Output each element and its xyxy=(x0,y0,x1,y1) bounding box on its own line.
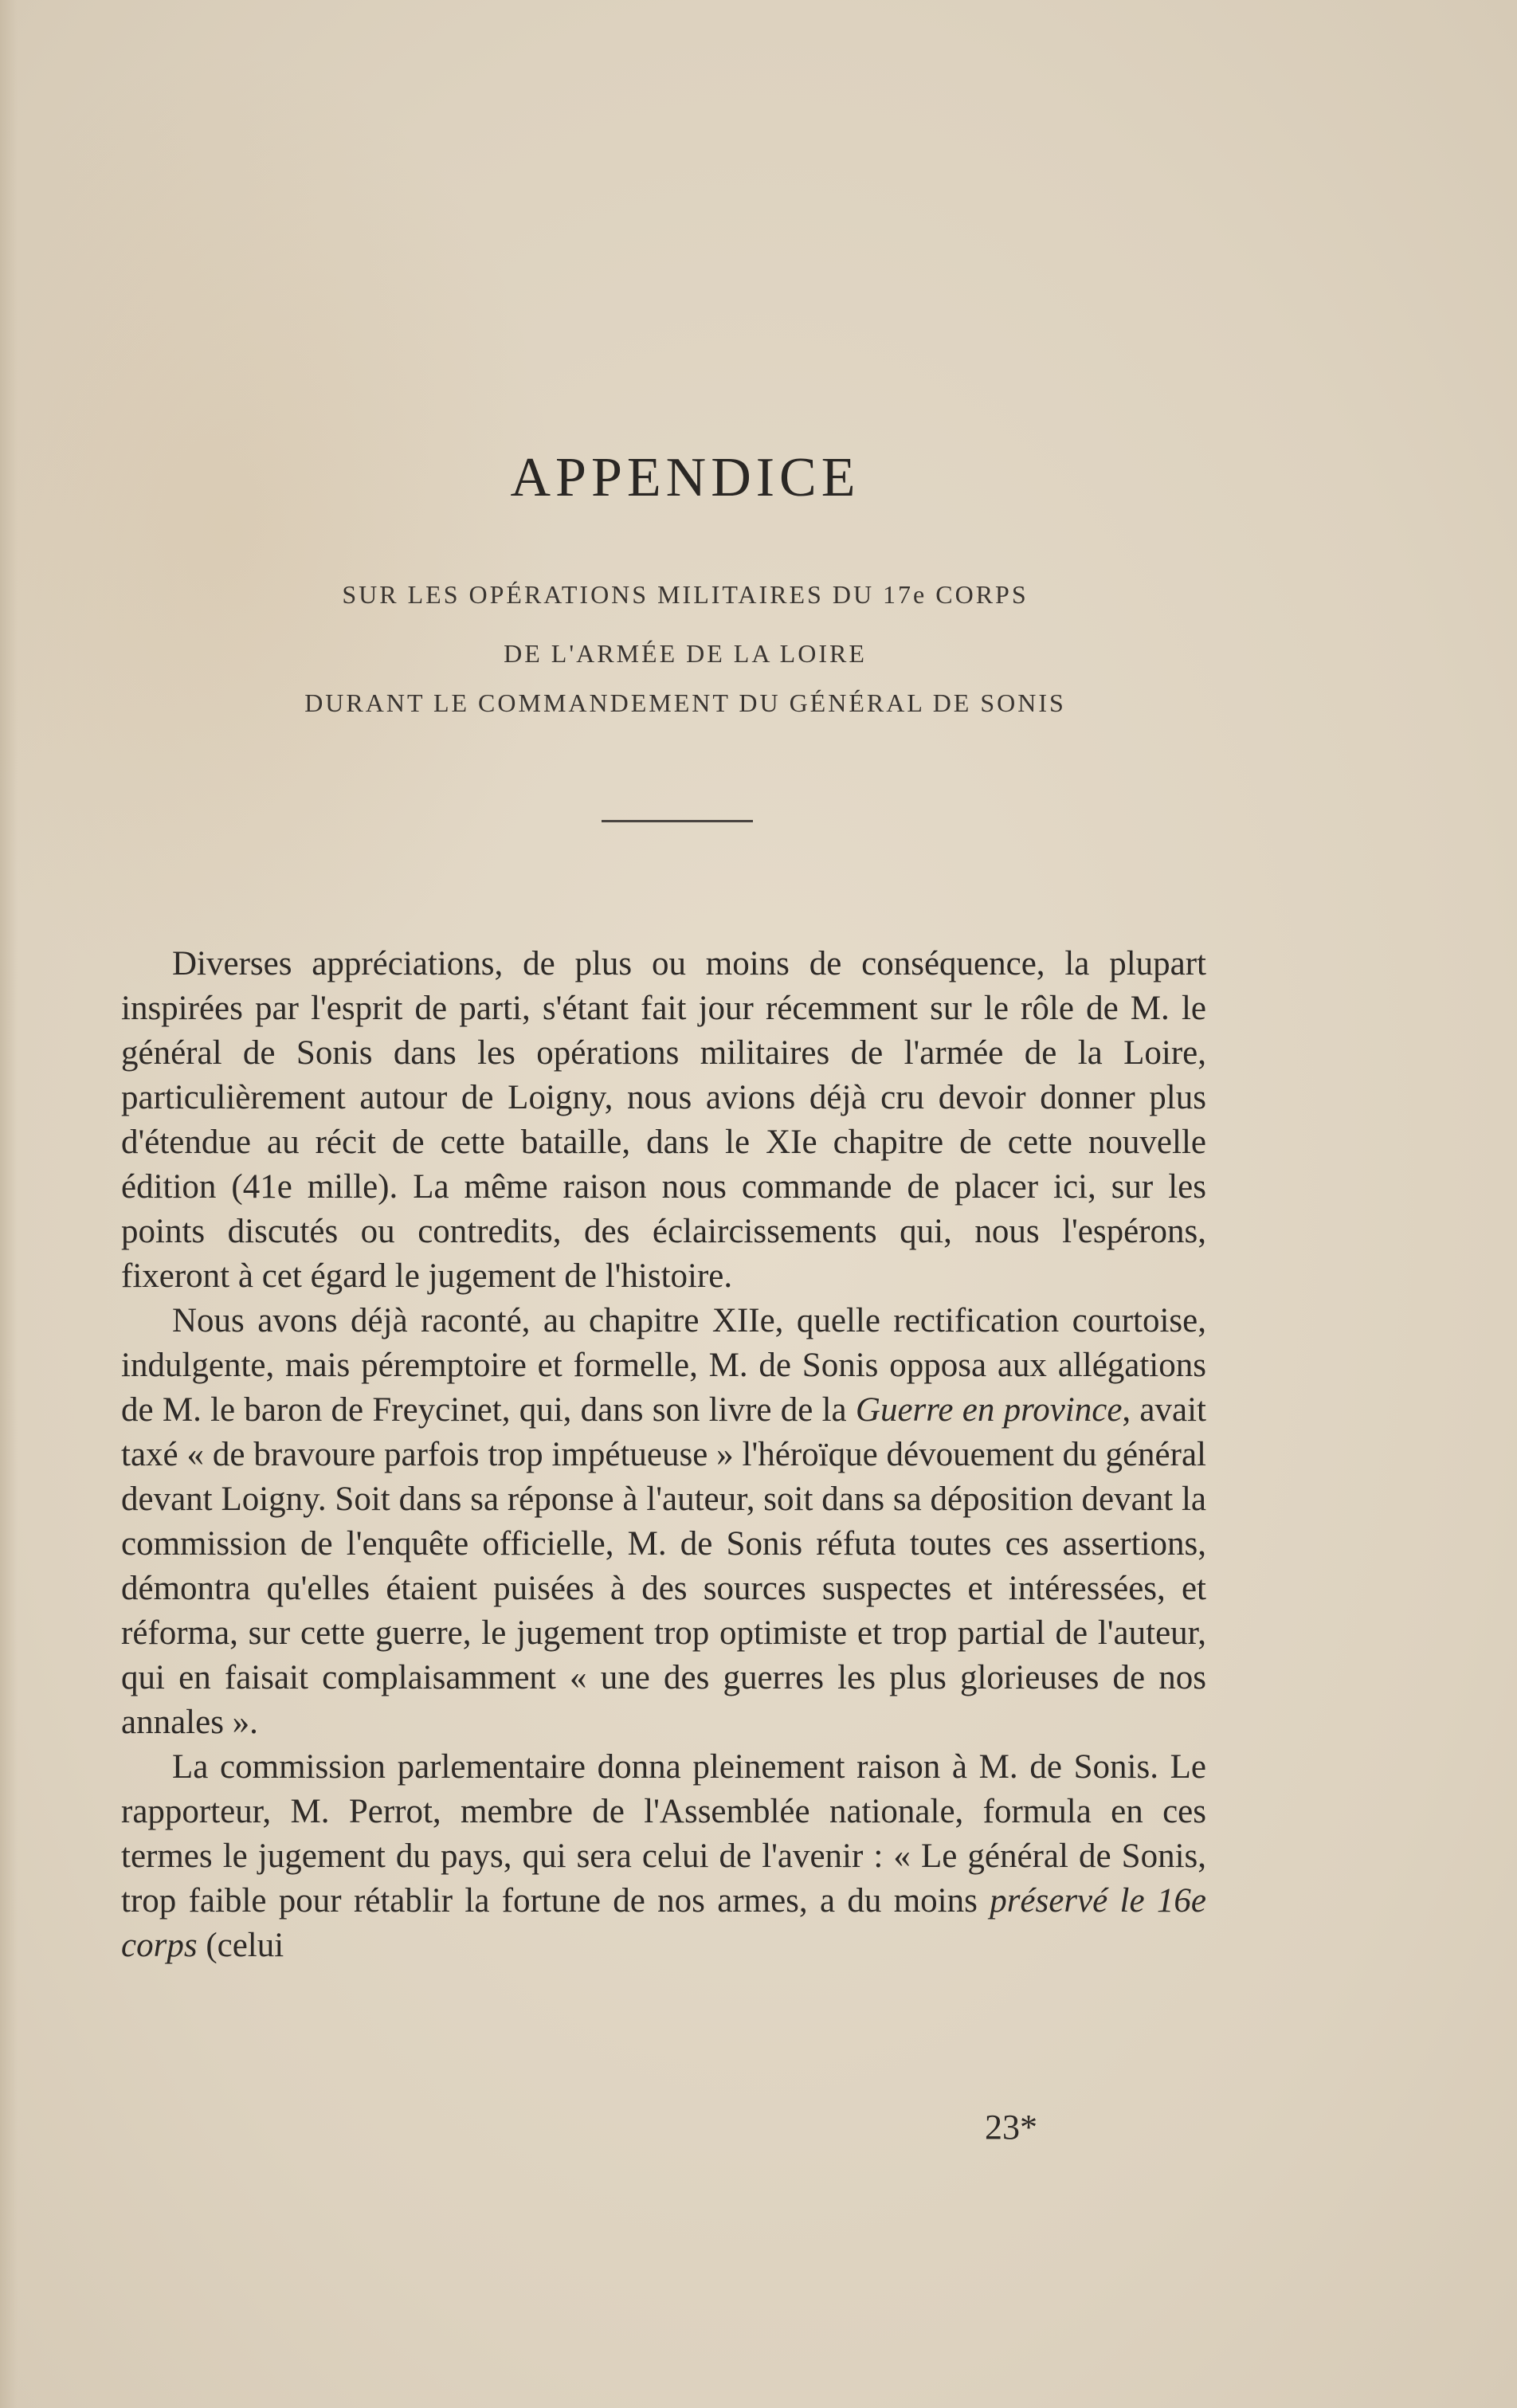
subtitle-line-1: SUR LES OPÉRATIONS MILITAIRES DU 17e CORPS xyxy=(342,580,1029,609)
page-folio: 23* xyxy=(985,2108,1037,2147)
body-text xyxy=(121,942,1206,1968)
paragraph-3-text-a: La commission parlementaire donna pleinement raison à M. de Sonis. Le rapporteur, M. Perrot, membre de l'Assemblée nationale, formula en ces termes le jugement du pays, qui sera celui de l'avenir : « Le général de Sonis, trop faible pour rétablir la fortune de nos armes, a du moins xyxy=(121,1748,1206,1920)
page-edge-shadow xyxy=(0,0,18,2408)
book-title-italic: Guerre en province xyxy=(855,1391,1123,1429)
paragraph-3 xyxy=(121,1745,1206,1968)
page-title: APPENDICE xyxy=(510,447,860,508)
quote-italic: préservé le 16e corps xyxy=(121,1882,1206,1964)
section-divider xyxy=(602,820,753,822)
paragraph-3-text-b: (celui xyxy=(197,1927,284,1964)
paragraph-2-text-a: Nous avons déjà raconté, au chapitre XIIe, quelle rectification courtoise, indulgente, mais péremptoire et formelle, M. de Sonis opposa aux allégations de M. le baron de Freycinet, qui, dans son livre de la xyxy=(121,1302,1206,1429)
subtitle-line-3: DURANT LE COMMANDEMENT DU GÉNÉRAL DE SONIS xyxy=(304,688,1066,717)
paragraph-2-text-b: , avait taxé « de bravoure parfois trop impétueuse » l'héroïque dévouement du général devant Loigny. Soit dans sa réponse à l'auteur, soit dans sa déposition devant la commission de l'enquête officielle, M. de Sonis réfuta toutes ces assertions, démontra qu'elles étaient puisées à des sources suspectes et intéressées, et réforma, sur cette guerre, le jugement trop optimiste et trop partial de l'auteur, qui en faisait complaisamment « une des guerres les plus glorieuses de nos annales ». xyxy=(121,1391,1206,1741)
paragraph-1-text: Diverses appréciations, de plus ou moins de conséquence, la plupart inspirées par l'esprit de parti, s'étant fait jour récemment sur le rôle de M. le général de Sonis dans les opérations militaires de l'armée de la Loire, particulièrement autour de Loigny, nous avions déjà cru devoir donner plus d'étendue au récit de cette bataille, dans le XIe chapitre de cette nouvelle édition (41e mille). La même raison nous commande de placer ici, sur les points discutés ou contredits, des éclaircissements qui, nous l'espérons, fixeront à cet égard le jugement de l'histoire. xyxy=(121,945,1206,1295)
subtitle-line-2: DE L'ARMÉE DE LA LOIRE xyxy=(504,639,867,668)
paragraph-1 xyxy=(121,942,1206,1299)
paragraph-2 xyxy=(121,1299,1206,1745)
